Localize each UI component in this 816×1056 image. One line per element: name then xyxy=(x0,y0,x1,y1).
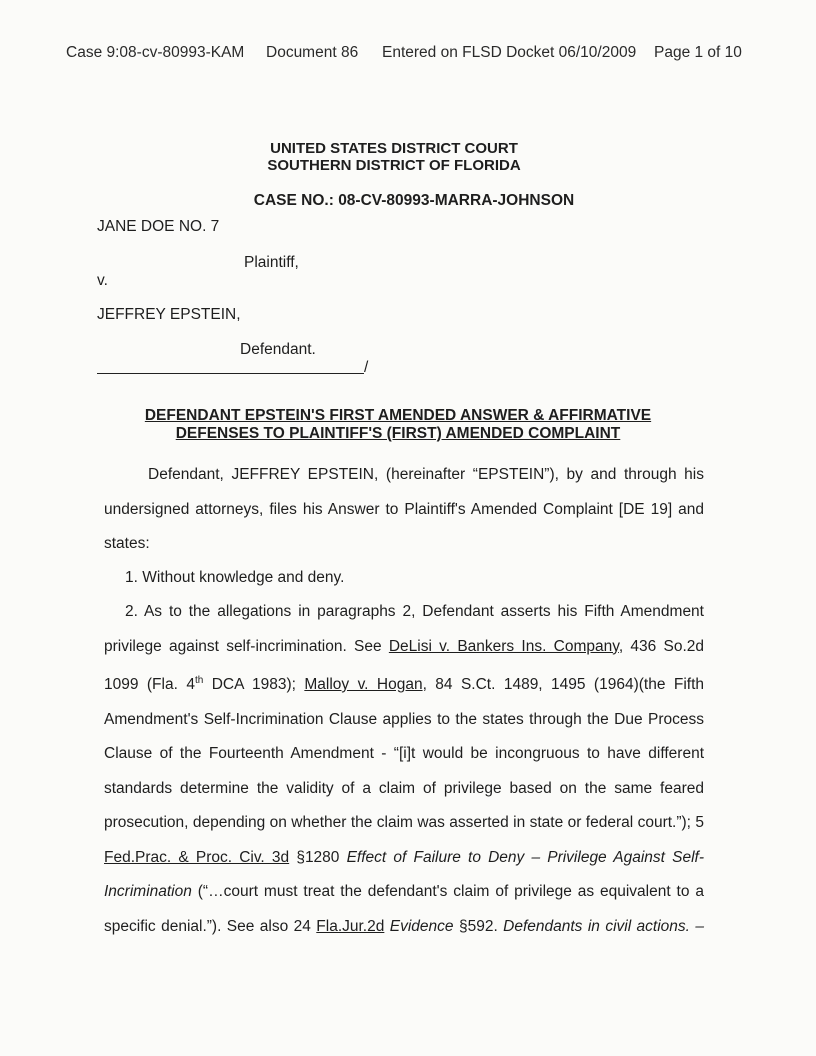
versus: v. xyxy=(97,272,108,289)
text: privilege against self-incrimination. See xyxy=(104,637,389,655)
citation-malloy: Malloy v. Hogan xyxy=(304,676,423,694)
intro-line-2: undersigned attorneys, files his Answer to Plaintiff's Amended Complaint [DE 19] and xyxy=(104,500,704,518)
item-1: 1. Without knowledge and deny. xyxy=(125,569,345,586)
item-2-line-10 xyxy=(104,910,704,945)
plaintiff-name: JANE DOE NO. 7 xyxy=(97,218,220,235)
item-2-line-5: Clause of the Fourteenth Amendment - “[i]t would be incongruous to have different xyxy=(104,745,704,763)
item-2-line-4: Amendment's Self-Incrimination Clause applies to the states through the Due Process xyxy=(104,710,704,728)
text: , 84 S.Ct. 1489, 1495 (1964)(the Fifth xyxy=(422,676,705,694)
header-document: Document 86 xyxy=(266,44,359,61)
item-2-line-2 xyxy=(104,630,704,665)
italic-text: Evidence xyxy=(384,917,454,935)
citation-delisi: DeLisi v. Bankers Ins. Company xyxy=(388,637,619,655)
header-entered: Entered on FLSD Docket 06/10/2009 xyxy=(382,44,637,61)
text: , 436 So.2d xyxy=(618,637,705,655)
superscript: th xyxy=(194,675,204,686)
header-case-number: Case 9:08-cv-80993-KAM xyxy=(66,44,245,61)
text: §592. xyxy=(453,917,504,935)
defendant-name: JEFFREY EPSTEIN, xyxy=(97,306,241,323)
item-2-line-6: standards determine the validity of a claim of privilege based on the same feared xyxy=(104,779,704,797)
text: DCA 1983); xyxy=(203,676,305,694)
document-title-line2: DEFENSES TO PLAINTIFF'S (FIRST) AMENDED COMPLAINT xyxy=(175,425,621,442)
header-page: Page 1 of 10 xyxy=(654,44,742,61)
text: (“…court must treat the defendant's claim of privilege as equivalent to a xyxy=(191,883,704,901)
court-name-line1: UNITED STATES DISTRICT COURT xyxy=(270,140,518,157)
item-2-line-7: prosecution, depending on whether the claim was asserted in state or federal court.”); 5 xyxy=(104,814,704,832)
plaintiff-label: Plaintiff, xyxy=(244,254,299,271)
item-2-line-9 xyxy=(104,875,704,910)
intro-line-1: Defendant, JEFFREY EPSTEIN, (hereinafter “EPSTEIN”), by and through his xyxy=(148,466,704,483)
italic-text: Incrimination xyxy=(104,883,192,901)
citation-fed-prac: Fed.Prac. & Proc. Civ. 3d xyxy=(104,848,290,866)
case-number: CASE NO.: 08-CV-80993-MARRA-JOHNSON xyxy=(253,192,575,209)
item-2-line-3 xyxy=(104,664,704,703)
document-title-line1: DEFENDANT EPSTEIN'S FIRST AMENDED ANSWER & AFFIRMATIVE xyxy=(144,407,652,424)
text: specific denial.”). See also 24 xyxy=(104,917,317,935)
text: 1099 (Fla. 4 xyxy=(104,676,195,694)
italic-text: Effect of Failure to Deny – Privilege Against Self- xyxy=(346,848,705,866)
caption-slash: / xyxy=(364,359,369,376)
italic-text: Defendants in civil actions. – xyxy=(503,917,705,935)
caption-rule xyxy=(97,373,364,374)
item-2-line-1: 2. As to the allegations in paragraphs 2, Defendant asserts his Fifth Amendment xyxy=(125,603,704,620)
citation-fla-jur: Fla.Jur.2d xyxy=(316,917,385,935)
intro-paragraph xyxy=(104,458,704,562)
text: §1280 xyxy=(289,848,347,866)
item-2-line-8 xyxy=(104,841,704,876)
court-name-line2: SOUTHERN DISTRICT OF FLORIDA xyxy=(267,157,521,174)
defendant-label: Defendant. xyxy=(240,341,316,358)
item-2-paragraph xyxy=(104,595,704,944)
intro-line-3: states: xyxy=(104,535,150,552)
